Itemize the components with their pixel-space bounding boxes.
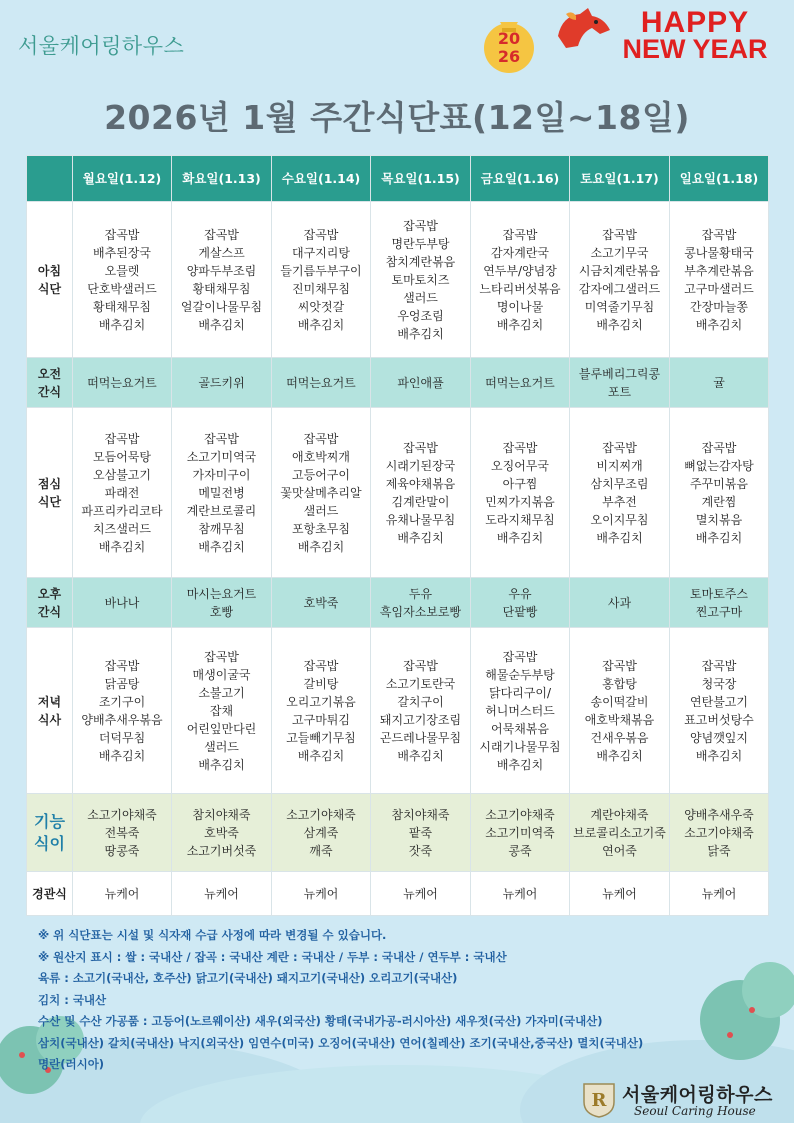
row-label: [27, 794, 73, 872]
menu-cell: [272, 628, 371, 794]
menu-item: 잣죽: [408, 843, 433, 858]
day-header: 화요일(1.13): [172, 156, 272, 202]
menu-cell: [73, 202, 172, 358]
menu-item: 배추김치: [496, 757, 544, 772]
menu-item: 홍합탕: [602, 676, 637, 691]
menu-item: 소고기야채죽: [286, 807, 356, 822]
menu-item: 닭곰탕: [104, 676, 140, 691]
menu-item: 조기구이: [98, 694, 146, 709]
menu-item: 잡곡밥: [502, 649, 538, 664]
menu-item: 시금치계란볶음: [578, 263, 661, 278]
menu-item: 찐고구마: [695, 604, 743, 619]
row-label: [27, 578, 73, 628]
menu-item: 부추계란볶음: [684, 263, 754, 278]
menu-item: 게살스프: [198, 245, 245, 260]
menu-item: 배추김치: [397, 326, 444, 341]
menu-item: 매생이굴국: [192, 667, 251, 682]
menu-item: 참치계란볶음: [385, 254, 456, 269]
menu-cell: [670, 408, 769, 578]
menu-item: 잡곡밥: [204, 431, 239, 446]
emblem-letter: R: [591, 1090, 607, 1111]
menu-item: 간장마늘쫑: [690, 299, 748, 314]
menu-item: 모듬어묵탕: [93, 449, 151, 464]
menu-item: 소고기버섯죽: [186, 843, 257, 858]
menu-item: 뉴케어: [602, 886, 637, 901]
menu-item: 배추김치: [496, 530, 544, 545]
menu-cell: [371, 794, 471, 872]
menu-item: 잡곡밥: [701, 227, 737, 242]
menu-item: 느타리버섯볶음: [479, 281, 561, 296]
footer-logo: [582, 1078, 792, 1122]
menu-cell: [73, 794, 172, 872]
menu-item: 송이떡갈비: [590, 694, 649, 709]
menu-item: 민찌가지볶음: [485, 494, 555, 509]
menu-item: 해물순두부탕: [485, 667, 555, 682]
brand-name: 서울케어링하우스: [18, 34, 185, 58]
row-label-line: 저녁: [37, 694, 62, 709]
menu-item: 배추김치: [596, 317, 643, 332]
menu-item: 배추김치: [596, 748, 643, 763]
menu-item: 깨죽: [309, 843, 333, 858]
menu-item: 사과: [607, 595, 632, 610]
menu-item: 오이지무침: [590, 512, 649, 527]
menu-row: [27, 872, 769, 916]
menu-item: 뉴케어: [701, 886, 737, 901]
badge-year: [478, 30, 540, 66]
menu-item: 양배추새우볶음: [81, 712, 163, 727]
menu-item: 잡채: [209, 703, 234, 718]
menu-cell: [73, 872, 172, 916]
menu-item: 잡곡밥: [602, 658, 637, 673]
menu-item: 샐러드: [303, 503, 339, 518]
menu-item: 소고기야채죽: [684, 825, 754, 840]
menu-item: 떠먹는요거트: [87, 375, 157, 390]
menu-item: 유채나물무침: [385, 512, 456, 527]
note-line: 김치 : 국내산: [38, 992, 107, 1007]
note-line: 육류 : 소고기(국내산, 호주산) 닭고기(국내산) 돼지고기(국내산) 오리고기(국내산): [38, 971, 458, 985]
menu-item: 뼈없는감자탕: [684, 458, 754, 473]
menu-item: 곤드레나물무침: [379, 730, 462, 745]
menu-cell: [172, 358, 272, 408]
menu-item: 호박죽: [204, 825, 239, 840]
menu-cell: [670, 872, 769, 916]
menu-cell: [670, 358, 769, 408]
menu-item: 연탄불고기: [690, 694, 748, 709]
day-header-row: [27, 156, 769, 202]
menu-item: 호빵: [209, 604, 234, 619]
menu-item: 잡곡밥: [403, 440, 438, 455]
menu-row: [27, 578, 769, 628]
menu-cell: [471, 202, 570, 358]
row-label-line: 오후: [37, 586, 62, 601]
day-header: 금요일(1.16): [471, 156, 570, 202]
menu-cell: [670, 578, 769, 628]
menu-item: 배추된장국: [93, 245, 151, 260]
new-year-text: NEW YEAR: [622, 34, 768, 64]
menu-item: 떠먹는요거트: [485, 375, 555, 390]
menu-item: 잡곡밥: [602, 227, 637, 242]
menu-item: 잡곡밥: [204, 649, 239, 664]
menu-cell: [570, 872, 670, 916]
menu-item: 메밀전병: [198, 485, 245, 500]
menu-item: 포트: [607, 384, 632, 399]
menu-item: 오삼불고기: [93, 467, 151, 482]
menu-cell: [670, 202, 769, 358]
menu-cell: [272, 408, 371, 578]
menu-item: 소고기미역국: [186, 449, 257, 464]
row-label-line: 식단: [37, 494, 62, 509]
menu-item: 배추김치: [198, 757, 245, 772]
menu-item: 참깨무침: [198, 521, 245, 536]
menu-item: 잡곡밥: [701, 440, 737, 455]
menu-cell: [471, 794, 570, 872]
menu-item: 귤: [713, 375, 725, 390]
menu-cell: [73, 628, 172, 794]
menu-item: 샐러드: [204, 739, 239, 754]
menu-cell: [73, 358, 172, 408]
day-header: 토요일(1.17): [570, 156, 670, 202]
menu-item: 배추김치: [596, 530, 643, 545]
menu-item: 두유: [408, 586, 433, 601]
menu-item: 삼계죽: [303, 825, 339, 840]
logo-english: Seoul Caring House: [634, 1104, 756, 1118]
menu-item: 미역줄기무침: [584, 299, 655, 314]
menu-item: 비지찌개: [596, 458, 643, 473]
menu-item: 브로콜리소고기죽: [573, 825, 666, 840]
happy-new-year: [600, 6, 790, 64]
menu-item: 김계란말이: [391, 494, 450, 509]
menu-item: 멸치볶음: [695, 512, 743, 527]
menu-cell: [172, 202, 272, 358]
menu-cell: [471, 358, 570, 408]
row-label-line: 식단: [37, 281, 62, 296]
menu-item: 대구지리탕: [292, 245, 350, 260]
menu-item: 소고기미역죽: [485, 825, 555, 840]
menu-cell: [172, 872, 272, 916]
row-label-line: 식이: [34, 833, 65, 853]
menu-cell: [73, 408, 172, 578]
menu-item: 흑임자소보로빵: [379, 604, 462, 619]
menu-item: 계란찜: [701, 494, 737, 509]
menu-item: 파래전: [104, 485, 140, 500]
menu-item: 참치야채죽: [391, 807, 450, 822]
menu-item: 양념깻잎지: [690, 730, 748, 745]
menu-item: 소불고기: [198, 685, 245, 700]
menu-item: 배추김치: [496, 317, 544, 332]
menu-item: 고등어구이: [292, 467, 350, 482]
menu-item: 시래기된장국: [385, 458, 456, 473]
menu-item: 토마토치즈: [391, 272, 450, 287]
new-year-badge: [478, 12, 540, 74]
menu-item: 배추김치: [397, 748, 444, 763]
menu-item: 파인애플: [397, 375, 444, 390]
menu-cell: [570, 358, 670, 408]
menu-item: 고구마샐러드: [684, 281, 754, 296]
menu-item: 콩나물황태국: [684, 245, 754, 260]
menu-item: 토마토주스: [690, 586, 748, 601]
menu-item: 돼지고기장조림: [379, 712, 462, 727]
menu-item: 뉴케어: [303, 886, 339, 901]
menu-item: 뉴케어: [502, 886, 538, 901]
menu-item: 골드키위: [198, 375, 245, 390]
note-line: ※ 원산지 표시 : 쌀 : 국내산 / 잡곡 : 국내산 계란 : 국내산 / 두부 : 국내산 / 연두부 : 국내산: [38, 949, 507, 964]
happy-text: HAPPY: [640, 6, 750, 39]
menu-item: 참치야채죽: [192, 807, 251, 822]
menu-item: 배추김치: [198, 539, 245, 554]
menu-item: 잡곡밥: [104, 431, 140, 446]
menu-cell: [570, 408, 670, 578]
menu-cell: [570, 628, 670, 794]
menu-item: 소고기토란국: [385, 676, 456, 691]
menu-item: 배추김치: [98, 748, 146, 763]
menu-item: 팥죽: [408, 825, 433, 840]
menu-item: 포항초무침: [292, 521, 350, 536]
day-header: 일요일(1.18): [670, 156, 769, 202]
menu-cell: [670, 628, 769, 794]
menu-item: 시래기나물무침: [479, 739, 561, 754]
menu-item: 어묵채볶음: [491, 721, 549, 736]
menu-item: 어린잎만다린: [186, 721, 257, 736]
menu-item: 땅콩죽: [104, 843, 140, 858]
menu-item: 연어죽: [602, 843, 637, 858]
menu-item: 소고기무국: [590, 245, 649, 260]
menu-item: 닭다리구이/: [488, 685, 551, 700]
notes: [38, 925, 758, 1076]
menu-item: 블루베리그릭콩: [578, 366, 661, 381]
menu-item: 부추전: [602, 494, 637, 509]
menu-item: 바나나: [104, 595, 140, 610]
menu-item: 잡곡밥: [403, 658, 438, 673]
menu-cell: [172, 578, 272, 628]
menu-item: 떠먹는요거트: [286, 375, 356, 390]
menu-item: 잡곡밥: [303, 227, 339, 242]
row-label-line: 아침: [37, 263, 62, 278]
menu-row: [27, 408, 769, 578]
menu-item: 단팥빵: [502, 604, 538, 619]
menu-item: 고구마튀김: [292, 712, 350, 727]
menu-item: 갈비탕: [303, 676, 339, 691]
menu-item: 샐러드: [403, 290, 438, 305]
menu-item: 더덕무침: [98, 730, 146, 745]
menu-item: 황태채무침: [93, 299, 151, 314]
note-line: 삼치(국내산) 갈치(국내산) 낙지(외국산) 임연수(미국) 오징어(국내산) 연어(칠레산) 조기(국내산,중국산) 멸치(국내산): [38, 1035, 644, 1050]
menu-row: [27, 628, 769, 794]
menu-item: 진미채무침: [292, 281, 350, 296]
menu-item: 애호박채볶음: [584, 712, 655, 727]
menu-item: 우엉조림: [397, 308, 444, 323]
row-label: [27, 408, 73, 578]
menu-item: 도라지채무침: [485, 512, 555, 527]
menu-cell: [73, 578, 172, 628]
row-label-line: 간식: [37, 604, 62, 619]
menu-item: 배추김치: [297, 317, 345, 332]
menu-item: 치즈샐러드: [93, 521, 151, 536]
menu-cell: [371, 408, 471, 578]
menu-item: 애호박찌개: [292, 449, 350, 464]
menu-item: 단호박샐러드: [87, 281, 157, 296]
menu-cell: [272, 202, 371, 358]
menu-cell: [570, 794, 670, 872]
menu-item: 명란두부탕: [391, 236, 450, 251]
menu-item: 허니머스터드: [485, 703, 555, 718]
menu-row: [27, 794, 769, 872]
row-label-line: 기능: [34, 811, 65, 831]
menu-cell: [670, 794, 769, 872]
logo-korean: 서울케어링하우스: [622, 1084, 773, 1106]
badge-year-bottom: 26: [497, 47, 521, 66]
menu-item: 삼치무조림: [590, 476, 649, 491]
menu-item: 오징어무국: [491, 458, 549, 473]
menu-item: 배추김치: [98, 317, 146, 332]
menu-item: 마시는요거트: [186, 586, 257, 601]
day-header: 월요일(1.12): [73, 156, 172, 202]
shield-emblem-icon: [582, 1082, 616, 1118]
menu-item: 배추김치: [297, 539, 345, 554]
menu-item: 배추김치: [297, 748, 345, 763]
day-header: 수요일(1.14): [272, 156, 371, 202]
menu-item: 감자에그샐러드: [578, 281, 661, 296]
menu-item: 오리고기볶음: [286, 694, 356, 709]
menu-item: 잡곡밥: [204, 227, 239, 242]
menu-cell: [471, 578, 570, 628]
menu-cell: [371, 628, 471, 794]
menu-item: 호박죽: [303, 595, 339, 610]
menu-item: 배추김치: [695, 317, 743, 332]
menu-item: 잡곡밥: [502, 227, 538, 242]
menu-item: 소고기야채죽: [87, 807, 157, 822]
menu-cell: [570, 202, 670, 358]
menu-item: 뉴케어: [104, 886, 140, 901]
menu-item: 잡곡밥: [403, 218, 438, 233]
menu-item: 뉴케어: [403, 886, 438, 901]
menu-cell: [272, 578, 371, 628]
note-line: ※ 위 식단표는 시설 및 식자재 수급 사정에 따라 변경될 수 있습니다.: [38, 928, 387, 942]
menu-item: 감자계란국: [491, 245, 549, 260]
menu-item: 건새우볶음: [590, 730, 649, 745]
weekly-menu-table: [26, 155, 769, 916]
menu-item: 들기름두부구이: [280, 263, 362, 278]
menu-item: 양배추새우죽: [684, 807, 754, 822]
menu-cell: [471, 408, 570, 578]
menu-cell: [471, 628, 570, 794]
menu-item: 제육야채볶음: [385, 476, 456, 491]
menu-item: 배추김치: [98, 539, 146, 554]
menu-item: 파프리카리코타: [81, 503, 163, 518]
menu-item: 아구찜: [502, 476, 538, 491]
menu-cell: [272, 872, 371, 916]
row-label-line: 경관식: [32, 886, 67, 901]
menu-cell: [172, 408, 272, 578]
menu-cell: [371, 578, 471, 628]
corner-cell: [27, 156, 73, 202]
row-label-line: 간식: [37, 384, 62, 399]
menu-cell: [172, 794, 272, 872]
menu-item: 연두부/양념장: [483, 263, 557, 278]
menu-item: 배추김치: [695, 748, 743, 763]
row-label: [27, 628, 73, 794]
menu-item: 양파두부조림: [186, 263, 257, 278]
menu-item: 계란야채죽: [590, 807, 649, 822]
menu-item: 꽃맛살메추리알: [280, 485, 362, 500]
menu-item: 고들빼기무침: [286, 730, 356, 745]
row-label-line: 점심: [37, 476, 62, 491]
menu-item: 가자미구이: [192, 467, 251, 482]
menu-item: 청국장: [701, 676, 737, 691]
menu-item: 배추김치: [198, 317, 245, 332]
menu-item: 명이나물: [496, 299, 544, 314]
menu-item: 표고버섯탕수: [684, 712, 754, 727]
menu-item: 씨앗젓갈: [297, 299, 345, 314]
row-label: [27, 872, 73, 916]
menu-row: [27, 358, 769, 408]
row-label-line: 식사: [37, 712, 62, 727]
menu-item: 갈치구이: [397, 694, 444, 709]
row-label: [27, 202, 73, 358]
menu-item: 잡곡밥: [104, 227, 140, 242]
menu-item: 잡곡밥: [303, 658, 339, 673]
badge-year-top: 20: [497, 29, 521, 48]
page-title: 2026년 1월 주간식단표(12일~18일): [104, 98, 690, 137]
row-label: [27, 358, 73, 408]
menu-item: 소고기야채죽: [485, 807, 555, 822]
note-line: 명란(러시아): [38, 1057, 105, 1071]
menu-cell: [272, 358, 371, 408]
menu-cell: [272, 794, 371, 872]
menu-item: 황태채무침: [192, 281, 251, 296]
menu-item: 뉴케어: [204, 886, 239, 901]
menu-item: 잡곡밥: [701, 658, 737, 673]
menu-cell: [371, 358, 471, 408]
menu-item: 우유: [508, 586, 532, 601]
menu-item: 배추김치: [695, 530, 743, 545]
menu-cell: [570, 578, 670, 628]
menu-item: 닭죽: [707, 843, 731, 858]
menu-item: 배추김치: [397, 530, 444, 545]
menu-item: 주꾸미볶음: [690, 476, 748, 491]
day-header: 목요일(1.15): [371, 156, 471, 202]
menu-item: 잡곡밥: [303, 431, 339, 446]
menu-cell: [371, 202, 471, 358]
menu-row: [27, 202, 769, 358]
menu-cell: [172, 628, 272, 794]
note-line: 수산 및 수산 가공품 : 고등어(노르웨이산) 새우(외국산) 황태(국내가공-러시아산) 새우젓(국산) 가자미(국내산): [38, 1014, 603, 1028]
menu-cell: [471, 872, 570, 916]
row-label-line: 오전: [37, 366, 62, 381]
menu-item: 콩죽: [508, 843, 532, 858]
menu-item: 잡곡밥: [602, 440, 637, 455]
menu-item: 잡곡밥: [104, 658, 140, 673]
menu-item: 얼갈이나물무침: [180, 299, 263, 314]
menu-item: 계란브로콜리: [186, 503, 257, 518]
menu-cell: [371, 872, 471, 916]
menu-item: 전복죽: [104, 825, 140, 840]
menu-item: 잡곡밥: [502, 440, 538, 455]
menu-item: 오믈렛: [104, 263, 140, 278]
